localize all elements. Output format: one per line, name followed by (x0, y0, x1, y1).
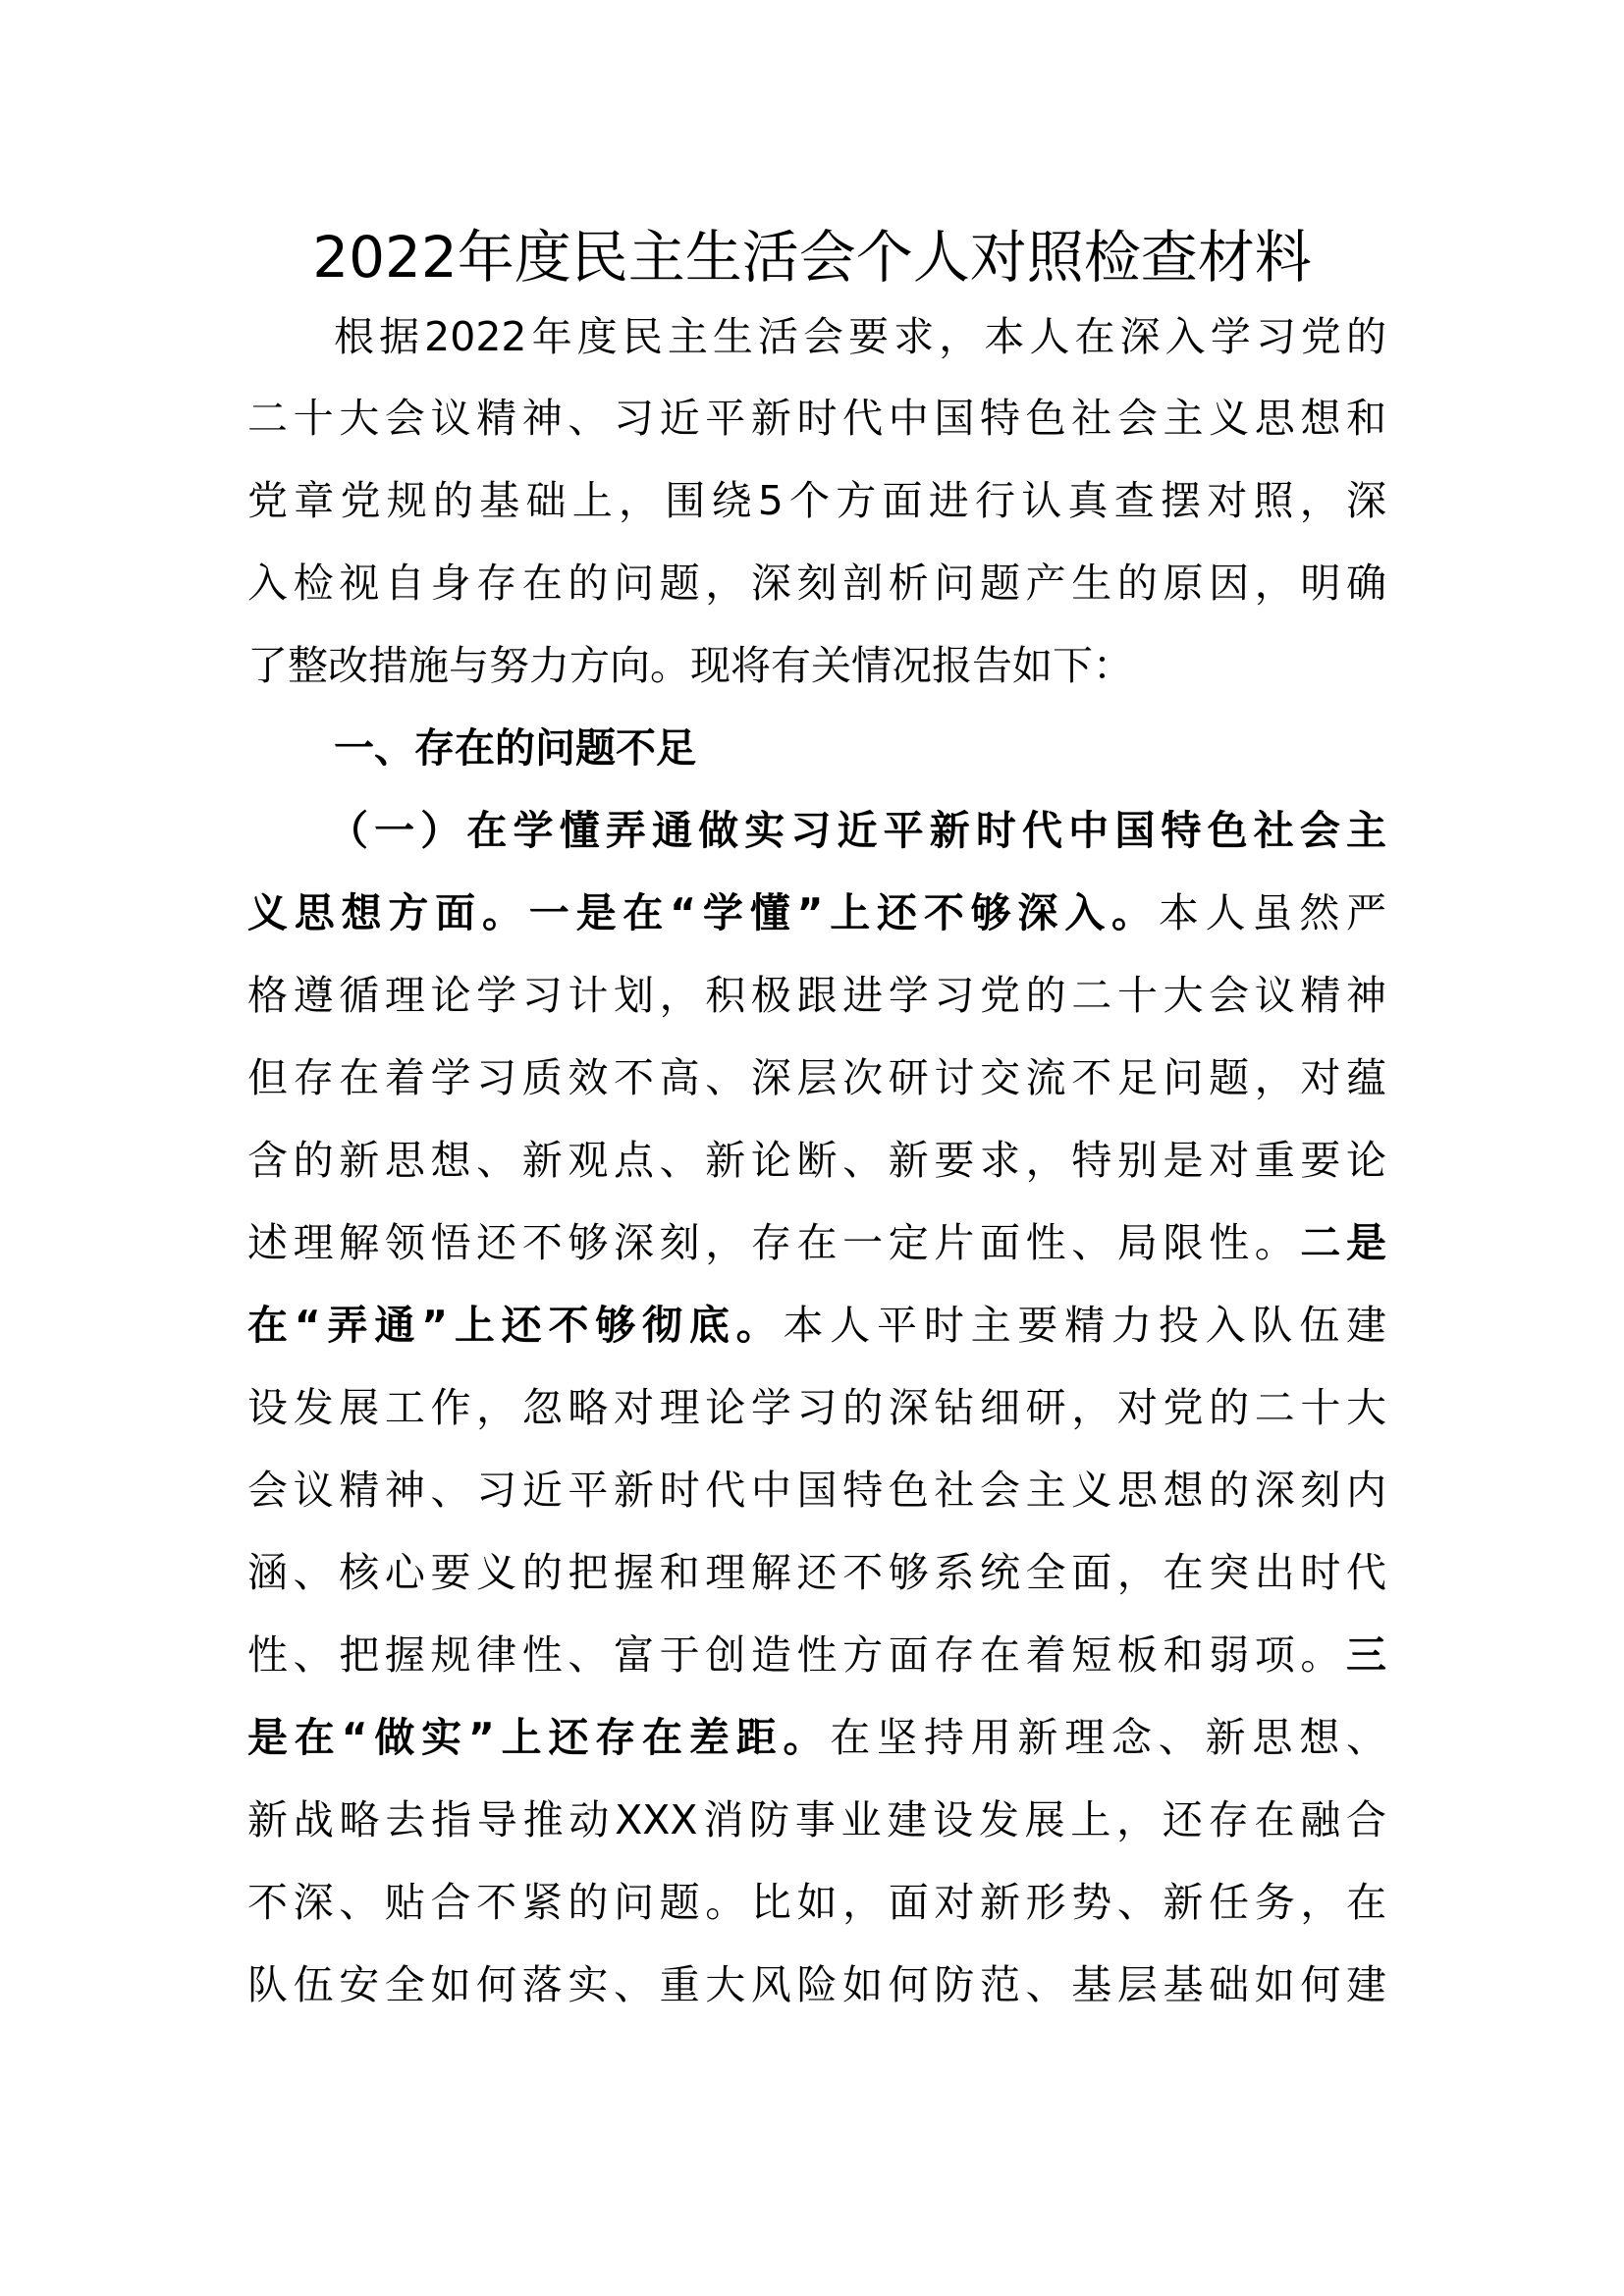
body-line-7 (247, 1296, 1386, 1355)
point-two-heading: 在“弄通”上还不够彻底。 (247, 1302, 784, 1349)
body-text: 本人平时主要精力投入队伍建 (783, 1302, 1386, 1349)
point-three-heading: 是在“做实”上还存在差距。 (247, 1714, 831, 1761)
point-three-label: 三 (1346, 1631, 1386, 1679)
body-line-5: 含的新思想、新观点、新论断、新要求，特别是对重要论 (247, 1137, 1386, 1184)
document-title: 2022年度民主生活会个人对照检查材料 (312, 224, 1312, 291)
body-text: 述理解领悟还不够深刻，存在一定片面性、局限性。 (247, 1219, 1301, 1266)
body-line-15: 队伍安全如何落实、重大风险如何防范、基层基础如何建 (247, 1961, 1386, 2008)
body-line-3: 格遵循理论学习计划，积极跟进学习党的二十大会议精神 (247, 972, 1386, 1019)
body-line-14: 不深、贴合不紧的问题。比如，面对新形势、新任务，在 (247, 1879, 1386, 1926)
body-line-2 (247, 883, 1386, 942)
body-line-9: 会议精神、习近平新时代中国特色社会主义思想的深刻内 (247, 1467, 1386, 1514)
section-heading-1: 一、存在的问题不足 (334, 724, 696, 772)
intro-line-2: 二十大会议精神、习近平新时代中国特色社会主义思想和 (247, 395, 1386, 442)
intro-line-1: 根据2022年度民主生活会要求，本人在深入学习党的 (334, 313, 1386, 360)
intro-line-5: 了整改措施与努力方向。现将有关情况报告如下： (247, 642, 1133, 689)
point-one-heading: 义思想方面。一是在“学懂”上还不够深入。 (247, 889, 1159, 936)
intro-line-3: 党章党规的基础上，围绕5个方面进行认真查摆对照，深 (247, 477, 1386, 524)
body-line-6 (247, 1213, 1386, 1272)
body-line-8: 设发展工作，忽略对理论学习的深钻细研，对党的二十大 (247, 1384, 1386, 1431)
body-line-13: 新战略去指导推动XXX消防事业建设发展上，还存在融合 (247, 1796, 1386, 1843)
body-line-4: 但存在着学习质效不高、深层次研讨交流不足问题，对蕴 (247, 1054, 1386, 1101)
subsection-title: （一）在学懂弄通做实习近平新时代中国特色社会主 (328, 807, 1386, 854)
body-text: 在坚持用新理念、新思想、 (830, 1714, 1386, 1761)
body-text: 性、把握规律性、富于创造性方面存在着短板和弱项。 (247, 1631, 1346, 1679)
body-text: 本人虽然严 (1158, 889, 1387, 936)
body-line-11 (247, 1626, 1386, 1684)
subsection-heading-1 (328, 801, 1386, 860)
intro-line-4: 入检视自身存在的问题，深刻剖析问题产生的原因，明确 (247, 560, 1386, 607)
body-line-12 (247, 1708, 1386, 1767)
point-two-label: 二是 (1300, 1219, 1386, 1266)
body-line-10: 涵、核心要义的把握和理解还不够系统全面，在突出时代 (247, 1549, 1386, 1596)
